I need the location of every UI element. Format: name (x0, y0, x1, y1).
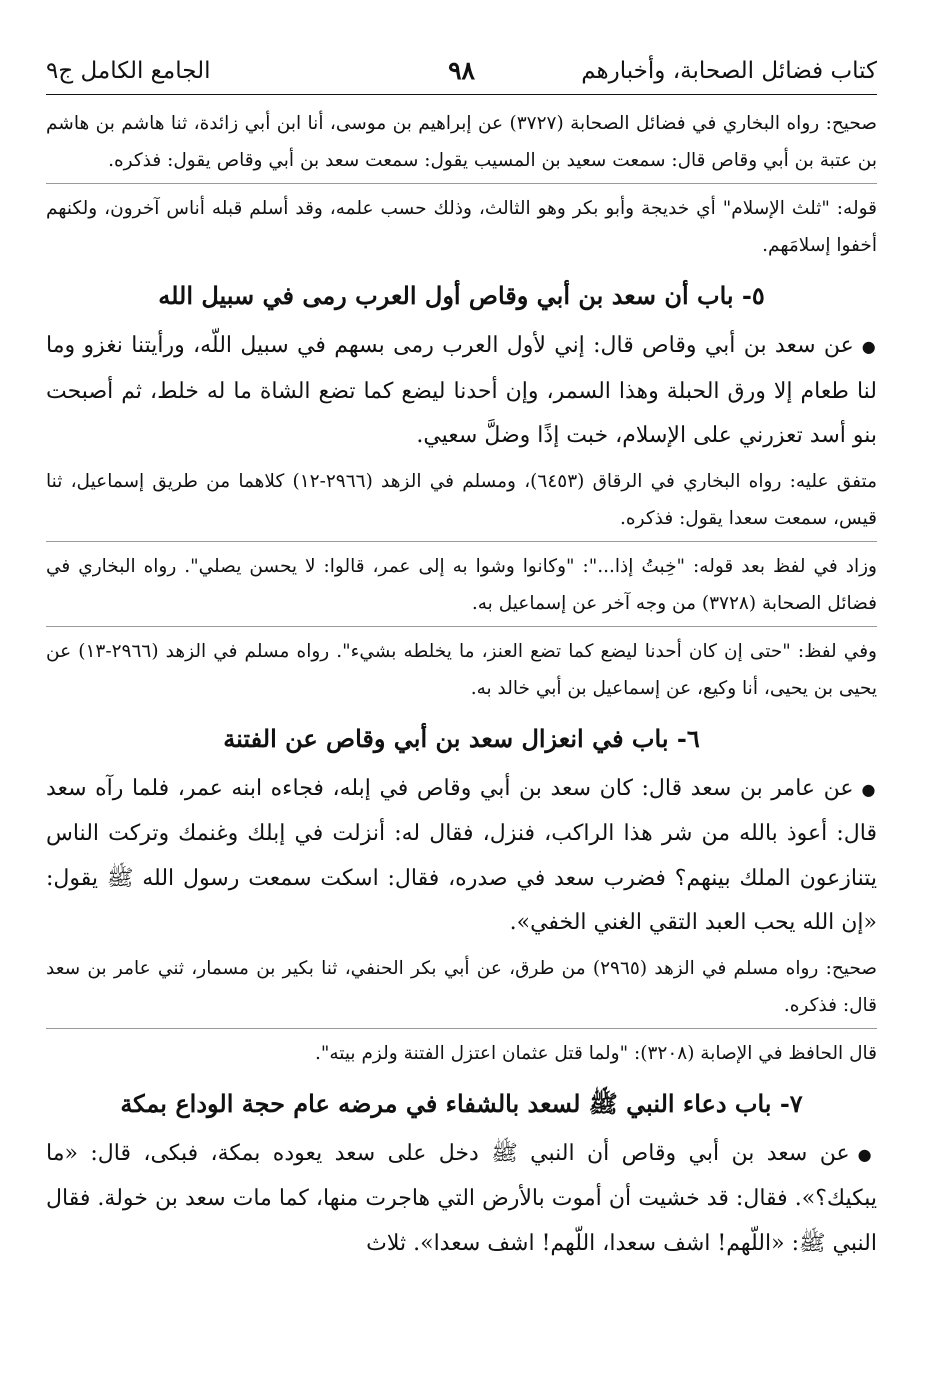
chapter-heading-5: ٥- باب أن سعد بن أبي وقاص أول العرب رمى في سبيل الله (158, 281, 765, 310)
bullet-icon: ● (861, 779, 877, 799)
commentary-note: قال الحافظ في الإصابة (٣٢٠٨): "ولما قتل عثمان اعتزل الفتنة ولزم بيته". (314, 1042, 877, 1064)
divider (46, 1028, 877, 1029)
source-note: متفق عليه: رواه البخاري في الرقاق (٦٤٥٣)، ومسلم في الزهد (٢٩٦٦-١٢) كلاهما من طريق إسماعيل، ثنا قيس، سمعت سعدا يقول: فذكره. (46, 470, 877, 529)
chapter-heading-6: ٦- باب في انعزال سعد بن أبي وقاص عن الفتنة (223, 723, 700, 753)
page-number: ٩٨ (448, 56, 475, 85)
source-note: صحيح: رواه البخاري في فضائل الصحابة (٣٧٢٧) عن إبراهيم بن موسى، أنا ابن أبي زائدة، ثنا هاشم بن هاشم بن عتبة بن أبي وقاص قال: سمعت سعيد بن المسيب يقول: سمعت سعد بن أبي وقاص يقول: فذكره. (46, 113, 877, 171)
commentary-note: وفي لفظ: "حتى إن كان أحدنا ليضع كما تضع العنز، ما يخلطه بشيء". رواه مسلم في الزهد (٢٩٦٦-١٣) عن يحيى بن يحيى، أنا وكيع، عن إسماعيل بن أبي خالد به. (46, 640, 877, 699)
divider (46, 626, 877, 627)
bullet-icon: ● (857, 1144, 877, 1164)
hadith-text: ●عن سعد بن أبي وقاص قال: إني لأول العرب رمى بسهم في سبيل اللّه، ورأيتنا نغزو وما لنا طعام إلا ورق الحبلة وهذا السمر، وإن أحدنا ليضع كما تضع الشاة ما له خلط، ثم أصبحت بنو أسد تعزرني على الإسلام، خبت إذًا وضلَّ سعيي. (46, 333, 877, 448)
book-title: كتاب فضائل الصحابة، وأخبارهم (581, 58, 877, 84)
chapter-heading-7: ٧- باب دعاء النبي ﷺ لسعد بالشفاء في مرضه عام حجة الوداع بمكة (120, 1088, 803, 1118)
commentary-note: قوله: "ثلث الإسلام" أي خديجة وأبو بكر وهو الثالث، وذلك حسب علمه، وقد أسلم قبله أناس آخرون، ولكنهم أخفوا إسلامَهم. (46, 198, 877, 256)
divider (46, 183, 877, 184)
header-rule (46, 94, 877, 95)
divider (46, 541, 877, 542)
bullet-icon: ● (861, 337, 877, 356)
source-note: صحيح: رواه مسلم في الزهد (٢٩٦٥) من طرق، عن أبي بكر الحنفي، ثنا بكير بن مسمار، ثني عامر بن سعد قال: فذكره. (46, 957, 878, 1016)
commentary-note: وزاد في لفظ بعد قوله: "خِبتُ إذا...": "وكانوا وشوا به إلى عمر، قالوا: لا يحسن يصلي". رواه البخاري في فضائل الصحابة (٣٧٢٨) من وجه آخر عن إسماعيل به. (46, 555, 877, 614)
hadith-text: ●عن عامر بن سعد قال: كان سعد بن أبي وقاص في إبله، فجاءه ابنه عمر، فلما رآه سعد قال: أعوذ بالله من شر هذا الراكب، فنزل، فقال له: أنزلت في إبلك وغنمك وتركت الناس يتنازعون الملك بينهم؟ فضرب سعد في صدره، فقال: اسكت سمعت رسول الله ﷺ يقول: «إن الله يحب العبد التقي الغني الخفي». (46, 775, 877, 935)
volume-label: الجامع الكامل ج٩ (46, 58, 211, 84)
page-header (46, 52, 877, 94)
hadith-text: ●عن سعد بن أبي وقاص أن النبي ﷺ دخل على سعد يعوده بمكة، فبكى، قال: «ما يبكيك؟». فقال: قد خشيت أن أموت بالأرض التي هاجرت منها، كما مات سعد بن خولة. فقال النبي ﷺ: «اللّهم! اشف سعدا، اللّهم! اشف سعدا». ثلاث (46, 1140, 877, 1256)
